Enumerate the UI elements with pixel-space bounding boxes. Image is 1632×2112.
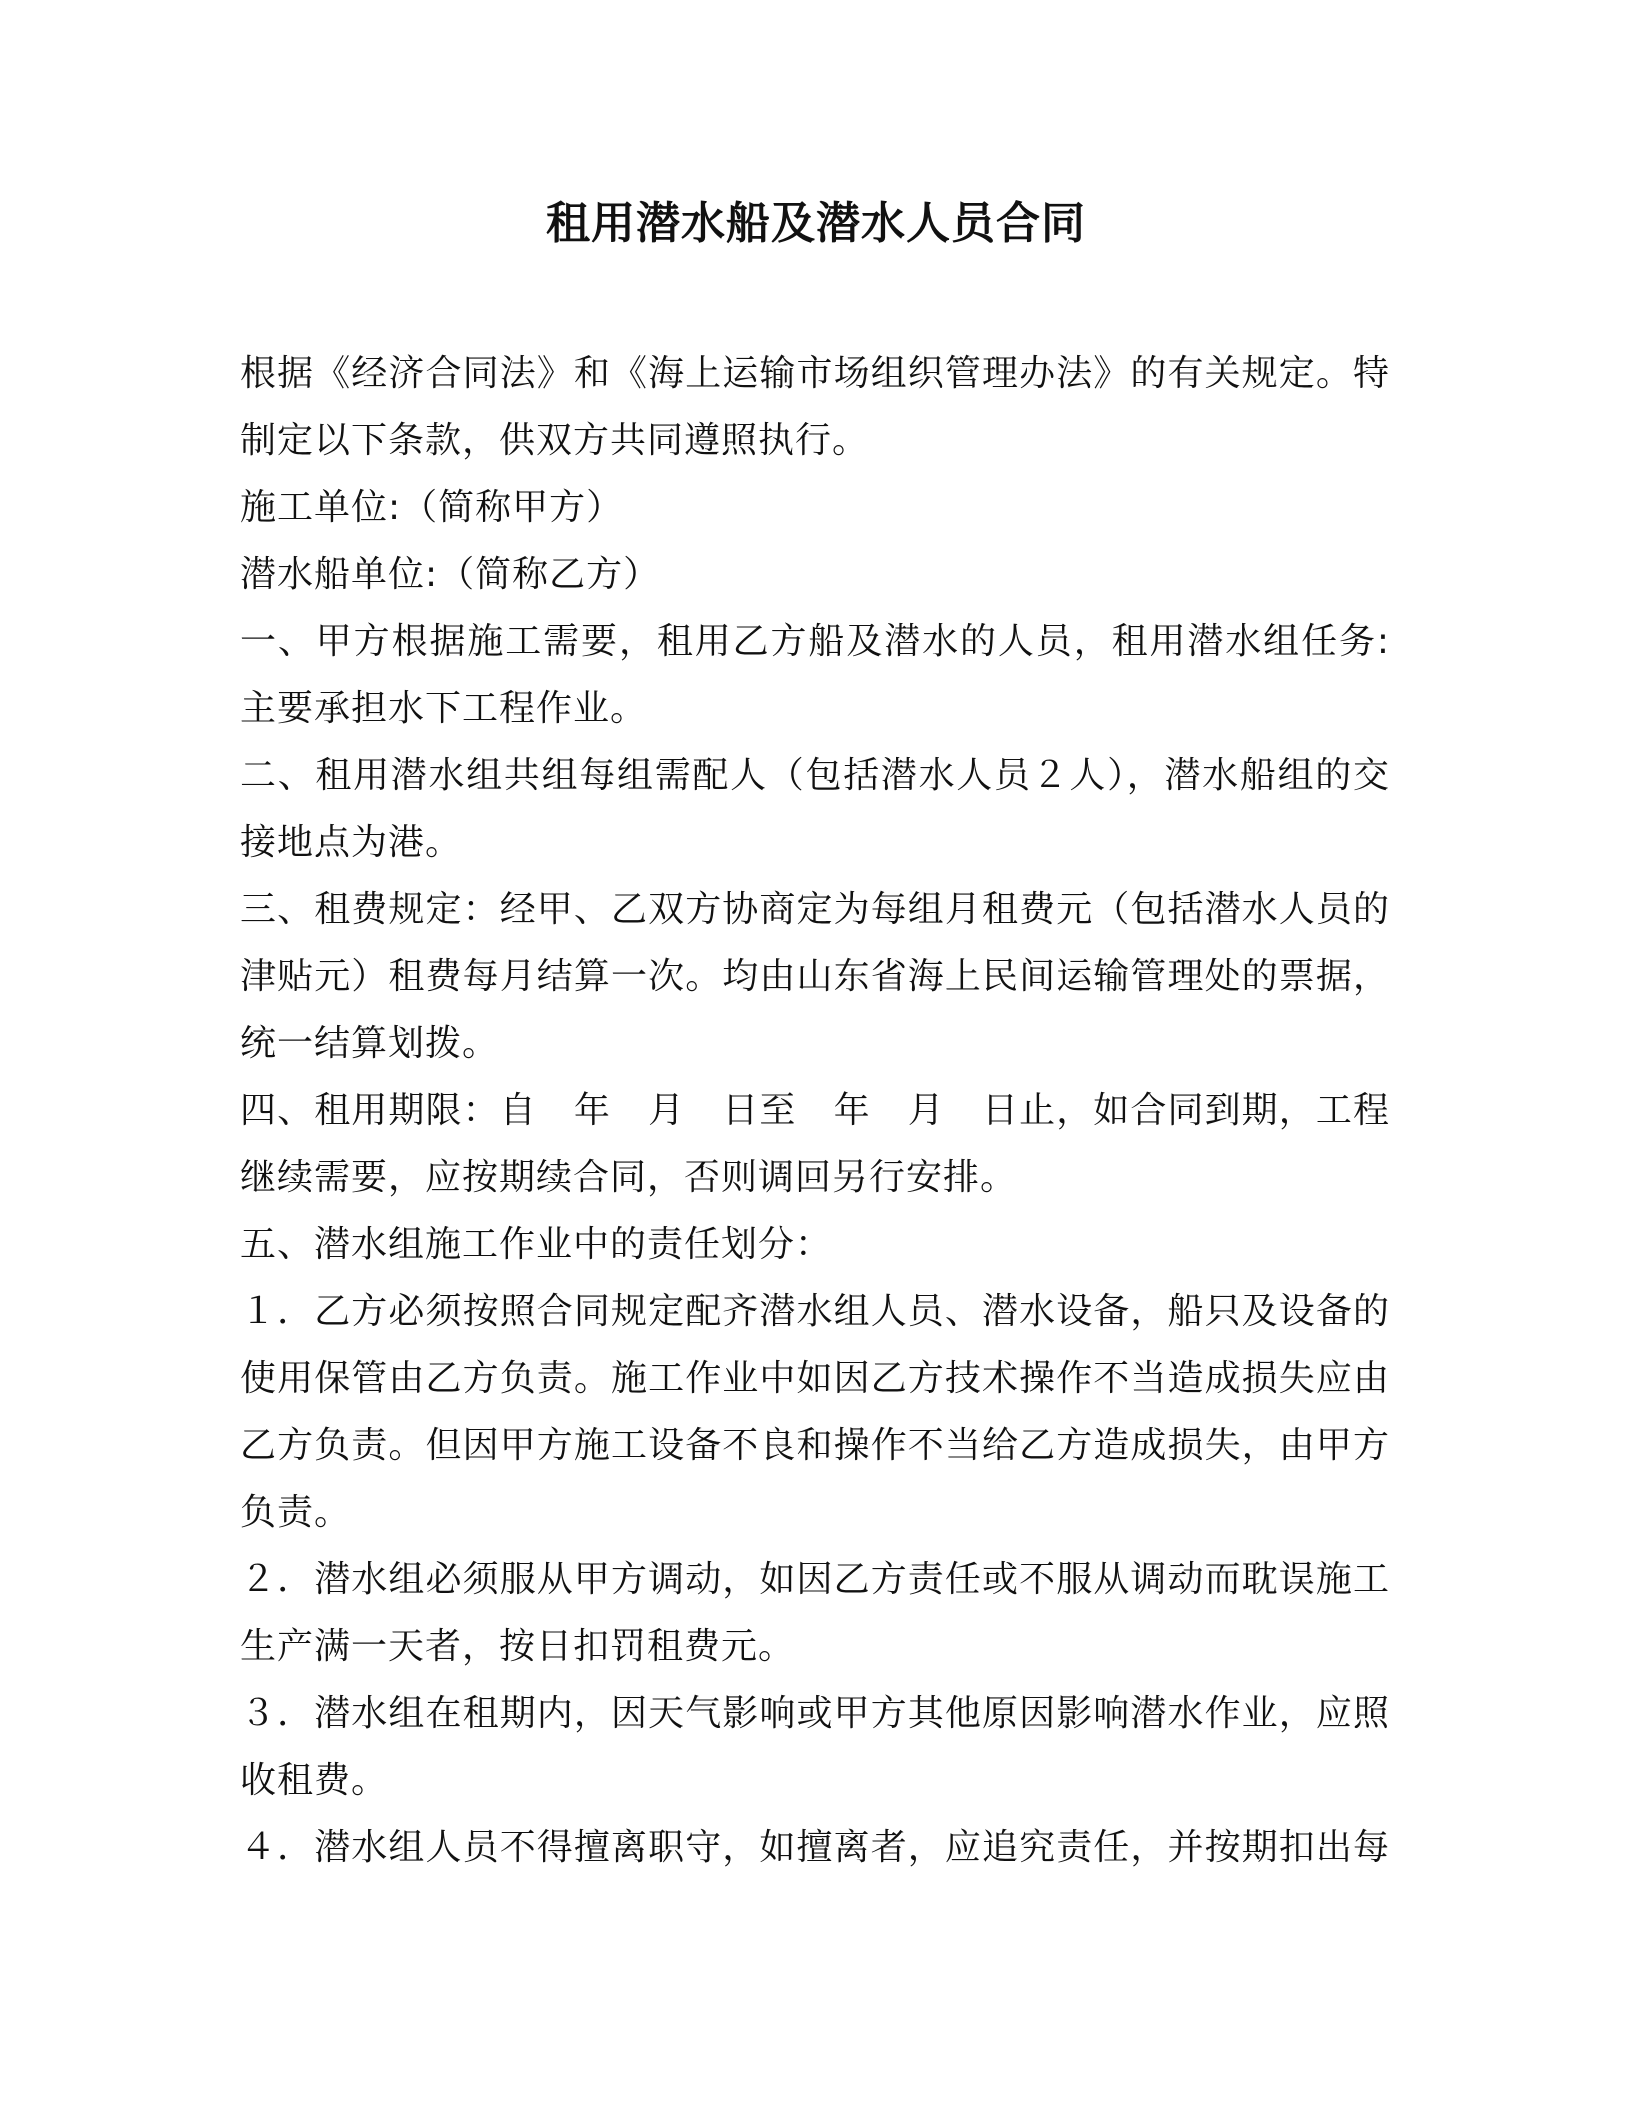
body-line-14: 五、潜水组施工作业中的责任划分： (240, 1224, 833, 1265)
body-line-11: 统一结算划拨。 (240, 1023, 500, 1064)
body-line-13: 继续需要，应按期续合同，否则调回另行安排。 (240, 1157, 1018, 1198)
body-line-19: ２．潜水组必须服从甲方调动，如因乙方责任或不服从调动而耽误施工 (240, 1559, 1390, 1600)
body-line-12: 四、租用期限：自 年 月 日至 年 月 日止，如合同到期，工程 (240, 1090, 1390, 1131)
body-line-21: ３．潜水组在租期内，因天气影响或甲方其他原因影响潜水作业，应照 (240, 1693, 1390, 1734)
body-line-22: 收租费。 (240, 1760, 389, 1801)
body-line-17: 乙方负责。但因甲方施工设备不良和操作不当给乙方造成损失，由甲方 (240, 1425, 1390, 1466)
body-line-1: 根据《经济合同法》和《海上运输市场组织管理办法》的有关规定。特 (240, 353, 1390, 394)
body-line-9: 三、租费规定：经甲、乙双方协商定为每组月租费元（包括潜水人员的 (240, 889, 1390, 930)
body-line-6: 主要承担水下工程作业。 (240, 688, 648, 729)
body-line-2: 制定以下条款，供双方共同遵照执行。 (240, 420, 870, 461)
body-line-15: １．乙方必须按照合同规定配齐潜水组人员、潜水设备，船只及设备的 (240, 1291, 1390, 1332)
body-line-10: 津贴元）租费每月结算一次。均由山东省海上民间运输管理处的票据， (240, 956, 1390, 997)
body-line-5: 一、甲方根据施工需要，租用乙方船及潜水的人员，租用潜水组任务: (240, 621, 1390, 662)
body-line-8: 接地点为港。 (240, 822, 463, 863)
document-body (240, 340, 1390, 1881)
body-line-3: 施工单位:（简称甲方） (240, 487, 624, 528)
document-title: 租用潜水船及潜水人员合同 (546, 198, 1086, 249)
body-line-23: ４．潜水组人员不得擅离职守，如擅离者，应追究责任，并按期扣出每 (240, 1827, 1390, 1868)
body-line-16: 使用保管由乙方负责。施工作业中如因乙方技术操作不当造成损失应由 (240, 1358, 1390, 1399)
body-line-20: 生产满一天者，按日扣罚租费元。 (240, 1626, 796, 1667)
body-line-7: 二、租用潜水组共组每组需配人（包括潜水人员２人），潜水船组的交 (240, 755, 1390, 796)
body-line-18: 负责。 (240, 1492, 352, 1533)
body-line-4: 潜水船单位:（简称乙方） (240, 554, 661, 595)
